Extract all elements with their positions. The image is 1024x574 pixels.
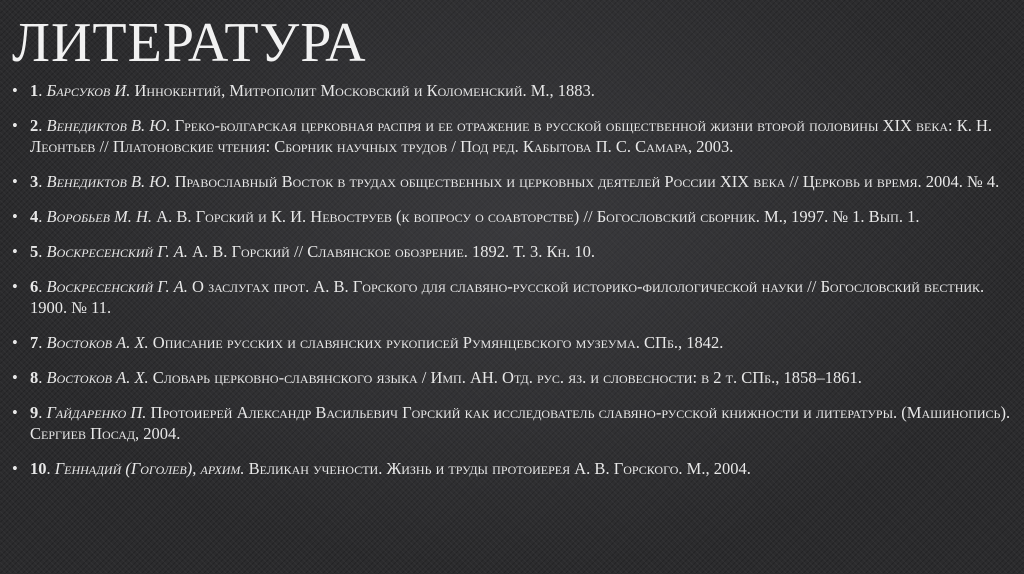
reference-item — [12, 276, 1016, 318]
reference-item — [12, 171, 1016, 192]
reference-text: О заслугах прот. А. В. Горского для славяно-русской историко-филологической науки // Богословский вестник. 1900. № 11. — [30, 277, 985, 317]
reference-text: Православный Восток в трудах общественных и церковных деятелей России XIX века // Церковь и время. 2004. № 4. — [170, 172, 1000, 191]
reference-number-separator: . — [38, 172, 47, 191]
reference-number-separator: . — [38, 403, 47, 422]
reference-number-separator: . — [38, 81, 47, 100]
bullet-icon: • — [12, 172, 18, 191]
reference-item — [12, 458, 1016, 479]
reference-item — [12, 115, 1016, 157]
reference-author: Воскресенский Г. А. — [46, 242, 188, 261]
reference-number: 8 — [30, 368, 39, 387]
reference-number: 1 — [30, 81, 39, 100]
bullet-icon: • — [12, 368, 18, 387]
bullet-icon: • — [12, 207, 18, 226]
reference-item — [12, 206, 1016, 227]
reference-author: Гайдаренко П. — [46, 403, 147, 422]
reference-text: Иннокентий, Митрополит Московский и Коломенский. М., 1883. — [130, 81, 595, 100]
reference-text: Греко-болгарская церковная распря и ее отражение в русской общественной жизни второй половины XIX века: К. Н. Леонтьев // Платоновские чтения: Сборник научных трудов / Под ред. Кабытова П. С. Самара, 2003. — [30, 116, 993, 156]
reference-item — [12, 402, 1016, 444]
bullet-icon: • — [12, 403, 18, 422]
reference-text: А. В. Горский // Славянское обозрение. 1892. Т. 3. Кн. 10. — [187, 242, 596, 261]
reference-author: Востоков А. Х. — [46, 333, 149, 352]
bullet-icon: • — [12, 242, 18, 261]
reference-author: Востоков А. Х. — [46, 368, 149, 387]
reference-number-separator: . — [38, 368, 47, 387]
reference-number: 4 — [30, 207, 39, 226]
reference-author: Барсуков И. — [46, 81, 131, 100]
reference-number: 9 — [30, 403, 39, 422]
reference-text: Словарь церковно-славянского языка / Имп. АН. Отд. рус. яз. и словесности: в 2 т. СПб., 1858–1861. — [148, 368, 862, 387]
reference-text: Великан учености. Жизнь и труды протоиерея А. В. Горского. М., 2004. — [244, 459, 751, 478]
reference-number: 6 — [30, 277, 39, 296]
reference-number-separator: . — [38, 277, 47, 296]
bullet-icon: • — [12, 459, 18, 478]
reference-text: Протоиерей Александр Васильевич Горский как исследователь славяно-русской книжности и литературы. (Машинопись). Сергиев Посад, 2004. — [30, 403, 1011, 443]
reference-author: Венедиктов В. Ю. — [46, 116, 171, 135]
reference-number-separator: . — [46, 459, 55, 478]
reference-author: Воробьев М. Н. — [46, 207, 153, 226]
slide-title: ЛИТЕРАТУРА — [12, 12, 367, 74]
reference-item — [12, 332, 1016, 353]
reference-item — [12, 367, 1016, 388]
reference-number: 10 — [30, 459, 47, 478]
reference-text: А. В. Горский и К. И. Невоструев (к вопросу о соавторстве) // Богословский сборник. М., 1997. № 1. Вып. 1. — [152, 207, 920, 226]
reference-number-separator: . — [38, 116, 47, 135]
reference-author: Воскресенский Г. А. — [46, 277, 188, 296]
reference-text: Описание русских и славянских рукописей Румянцевского музеума. СПб., 1842. — [148, 333, 724, 352]
reference-number: 2 — [30, 116, 39, 135]
reference-number-separator: . — [38, 242, 47, 261]
reference-number: 5 — [30, 242, 39, 261]
reference-number: 7 — [30, 333, 39, 352]
bullet-icon: • — [12, 81, 18, 100]
bullet-icon: • — [12, 277, 18, 296]
reference-item — [12, 241, 1016, 262]
reference-number: 3 — [30, 172, 39, 191]
bullet-icon: • — [12, 333, 18, 352]
reference-author: Венедиктов В. Ю. — [46, 172, 171, 191]
reference-number-separator: . — [38, 333, 47, 352]
reference-number-separator: . — [38, 207, 47, 226]
bullet-icon: • — [12, 116, 18, 135]
reference-author: Геннадий (Гоголев), архим. — [54, 459, 245, 478]
reference-item — [12, 80, 1016, 101]
reference-list — [12, 80, 1016, 493]
